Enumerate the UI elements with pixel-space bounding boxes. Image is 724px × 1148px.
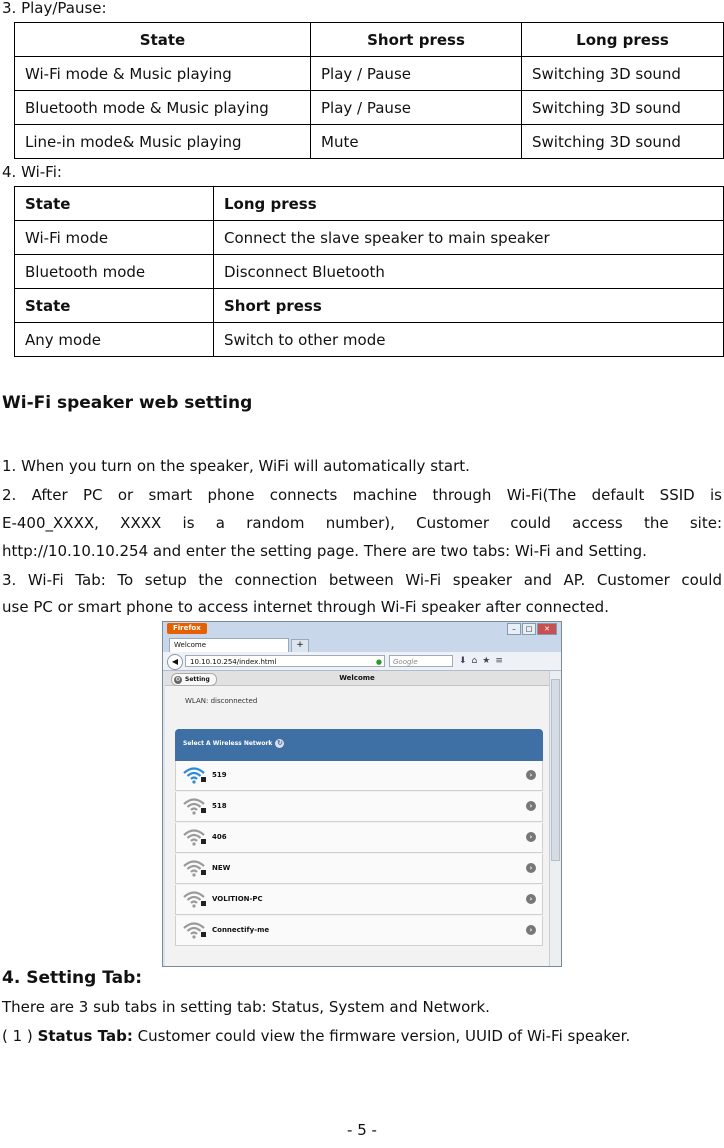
chevron-right-icon[interactable]: › [526, 832, 536, 842]
table-cell: State [15, 289, 214, 323]
wifi-signal-icon [182, 889, 208, 909]
new-tab-button[interactable]: + [291, 639, 309, 653]
chevron-right-icon[interactable]: › [526, 770, 536, 780]
paragraph-2-line-2: E-400_XXXX, XXXX is a random number), Customer could access the site: [2, 514, 722, 532]
gear-icon: ⚙ [175, 675, 181, 683]
lock-icon [201, 870, 206, 875]
browser-titlebar [163, 622, 561, 636]
paragraph-1: 1. When you turn on the speaker, WiFi will automatically start. [2, 457, 470, 475]
table-cell: Disconnect Bluetooth [214, 255, 724, 289]
table-cell: Any mode [15, 323, 214, 357]
table-cell: Long press [214, 187, 724, 221]
wlan-status: WLAN: disconnected [185, 697, 258, 705]
wifi-signal-icon [182, 765, 208, 785]
panel-title: Select A Wireless Network [183, 740, 273, 747]
scrollbar-thumb[interactable] [551, 679, 560, 861]
status-tab-prefix: ( 1 ) [2, 1027, 38, 1045]
table-header: Short press [311, 23, 522, 57]
table-cell: Switch to other mode [214, 323, 724, 357]
section3-heading: 3. Play/Pause: [2, 0, 107, 17]
setting-tab-heading: 4. Setting Tab: [2, 968, 143, 988]
browser-tabbar [163, 636, 561, 652]
table-row [15, 125, 724, 159]
network-item[interactable] [175, 761, 543, 791]
back-icon[interactable]: ◀ [167, 654, 183, 670]
toolbar-icons [459, 655, 508, 667]
search-box[interactable] [389, 655, 453, 667]
chevron-right-icon[interactable]: › [526, 801, 536, 811]
table-row [15, 323, 724, 357]
table-header: Long press [522, 23, 724, 57]
browser-screenshot [162, 621, 562, 967]
table-cell: Line-in mode& Music playing [15, 125, 311, 159]
paragraph-2-line-1: 2. After PC or smart phone connects machine through Wi-Fi(The default SSID is [2, 486, 722, 504]
chevron-right-icon[interactable]: › [526, 925, 536, 935]
search-placeholder: Google [393, 658, 418, 666]
table-row [15, 221, 724, 255]
table-cell: Wi-Fi mode & Music playing [15, 57, 311, 91]
network-name: Connectify-me [212, 926, 270, 934]
network-name: VOLITION-PC [212, 895, 263, 903]
url-bar[interactable] [185, 655, 385, 667]
table-cell: Switching 3D sound [522, 57, 724, 91]
lock-icon [201, 839, 206, 844]
table-cell: Play / Pause [311, 57, 522, 91]
status-tab-label: Status Tab: [37, 1027, 133, 1045]
table-row [15, 187, 724, 221]
table-cell: Connect the slave speaker to main speaker [214, 221, 724, 255]
table-cell: Wi-Fi mode [15, 221, 214, 255]
web-page [165, 671, 549, 966]
page-header [165, 671, 549, 686]
network-name: 518 [212, 802, 227, 810]
network-item[interactable] [175, 854, 543, 884]
network-panel-header [175, 729, 543, 761]
close-icon[interactable]: ✕ [537, 623, 557, 635]
network-name: 406 [212, 833, 227, 841]
table-cell: Bluetooth mode & Music playing [15, 91, 311, 125]
section4-heading: 4. Wi-Fi: [2, 163, 62, 181]
lock-icon [201, 901, 206, 906]
table-row [15, 57, 724, 91]
scrollbar[interactable] [549, 671, 561, 966]
wifi-signal-icon [182, 920, 208, 940]
table-row [15, 289, 724, 323]
chevron-right-icon[interactable]: › [526, 863, 536, 873]
browser-tab[interactable] [169, 638, 289, 652]
table-row [15, 91, 724, 125]
lock-icon [201, 808, 206, 813]
go-icon[interactable]: ● [375, 658, 382, 666]
network-name: NEW [212, 864, 231, 872]
tab-label: Welcome [174, 641, 207, 649]
play-pause-table [14, 22, 724, 159]
network-name: 519 [212, 771, 227, 779]
table-header: State [15, 23, 311, 57]
paragraph-3-line-2: use PC or smart phone to access internet through Wi-Fi speaker after connected. [2, 598, 609, 616]
minimize-icon[interactable]: – [507, 623, 521, 635]
network-item[interactable] [175, 823, 543, 853]
menu-icon[interactable]: ≡ [495, 656, 508, 666]
setting-button-label: Setting [185, 676, 210, 683]
wifi-button-table [14, 186, 724, 357]
window-controls [506, 623, 557, 635]
setting-tab-paragraph: There are 3 sub tabs in setting tab: Status, System and Network. [2, 998, 490, 1016]
status-tab-paragraph [2, 1026, 722, 1046]
setting-button[interactable] [171, 673, 217, 686]
paragraph-2-line-3: http://10.10.10.254 and enter the setting page. There are two tabs: Wi-Fi and Setting. [2, 542, 647, 560]
status-tab-text: Customer could view the firmware version, UUID of Wi-Fi speaker. [132, 1027, 631, 1045]
network-item[interactable] [175, 885, 543, 915]
wifi-signal-icon [182, 827, 208, 847]
chevron-right-icon[interactable]: › [526, 894, 536, 904]
table-cell: Switching 3D sound [522, 91, 724, 125]
table-cell: Switching 3D sound [522, 125, 724, 159]
refresh-icon[interactable]: ↻ [276, 739, 283, 747]
lock-icon [201, 777, 206, 782]
wifi-signal-icon [182, 858, 208, 878]
network-item[interactable] [175, 792, 543, 822]
lock-icon [201, 932, 206, 937]
url-text: 10.10.10.254/index.html [190, 658, 277, 666]
wifi-signal-icon [182, 796, 208, 816]
network-item[interactable] [175, 916, 543, 946]
page-number: - 5 - [347, 1121, 377, 1139]
home-icon[interactable]: ⌂ [471, 656, 483, 666]
firefox-menu-button[interactable]: Firefox [167, 623, 207, 634]
paragraph-3-line-1: 3. Wi-Fi Tab: To setup the connection between Wi-Fi speaker and AP. Customer could [2, 571, 722, 589]
browser-navbar [163, 652, 561, 671]
table-cell: Play / Pause [311, 91, 522, 125]
maximize-icon[interactable]: □ [522, 623, 536, 635]
table-cell: Short press [214, 289, 724, 323]
table-row [15, 255, 724, 289]
table-cell: Mute [311, 125, 522, 159]
table-header-row [15, 23, 724, 57]
bookmark-icon[interactable]: ★ [482, 656, 496, 666]
web-setting-title: Wi-Fi speaker web setting [2, 393, 253, 413]
download-icon[interactable]: ⬇ [459, 656, 472, 666]
table-cell: State [15, 187, 214, 221]
table-cell: Bluetooth mode [15, 255, 214, 289]
page-title: Welcome [339, 674, 375, 682]
